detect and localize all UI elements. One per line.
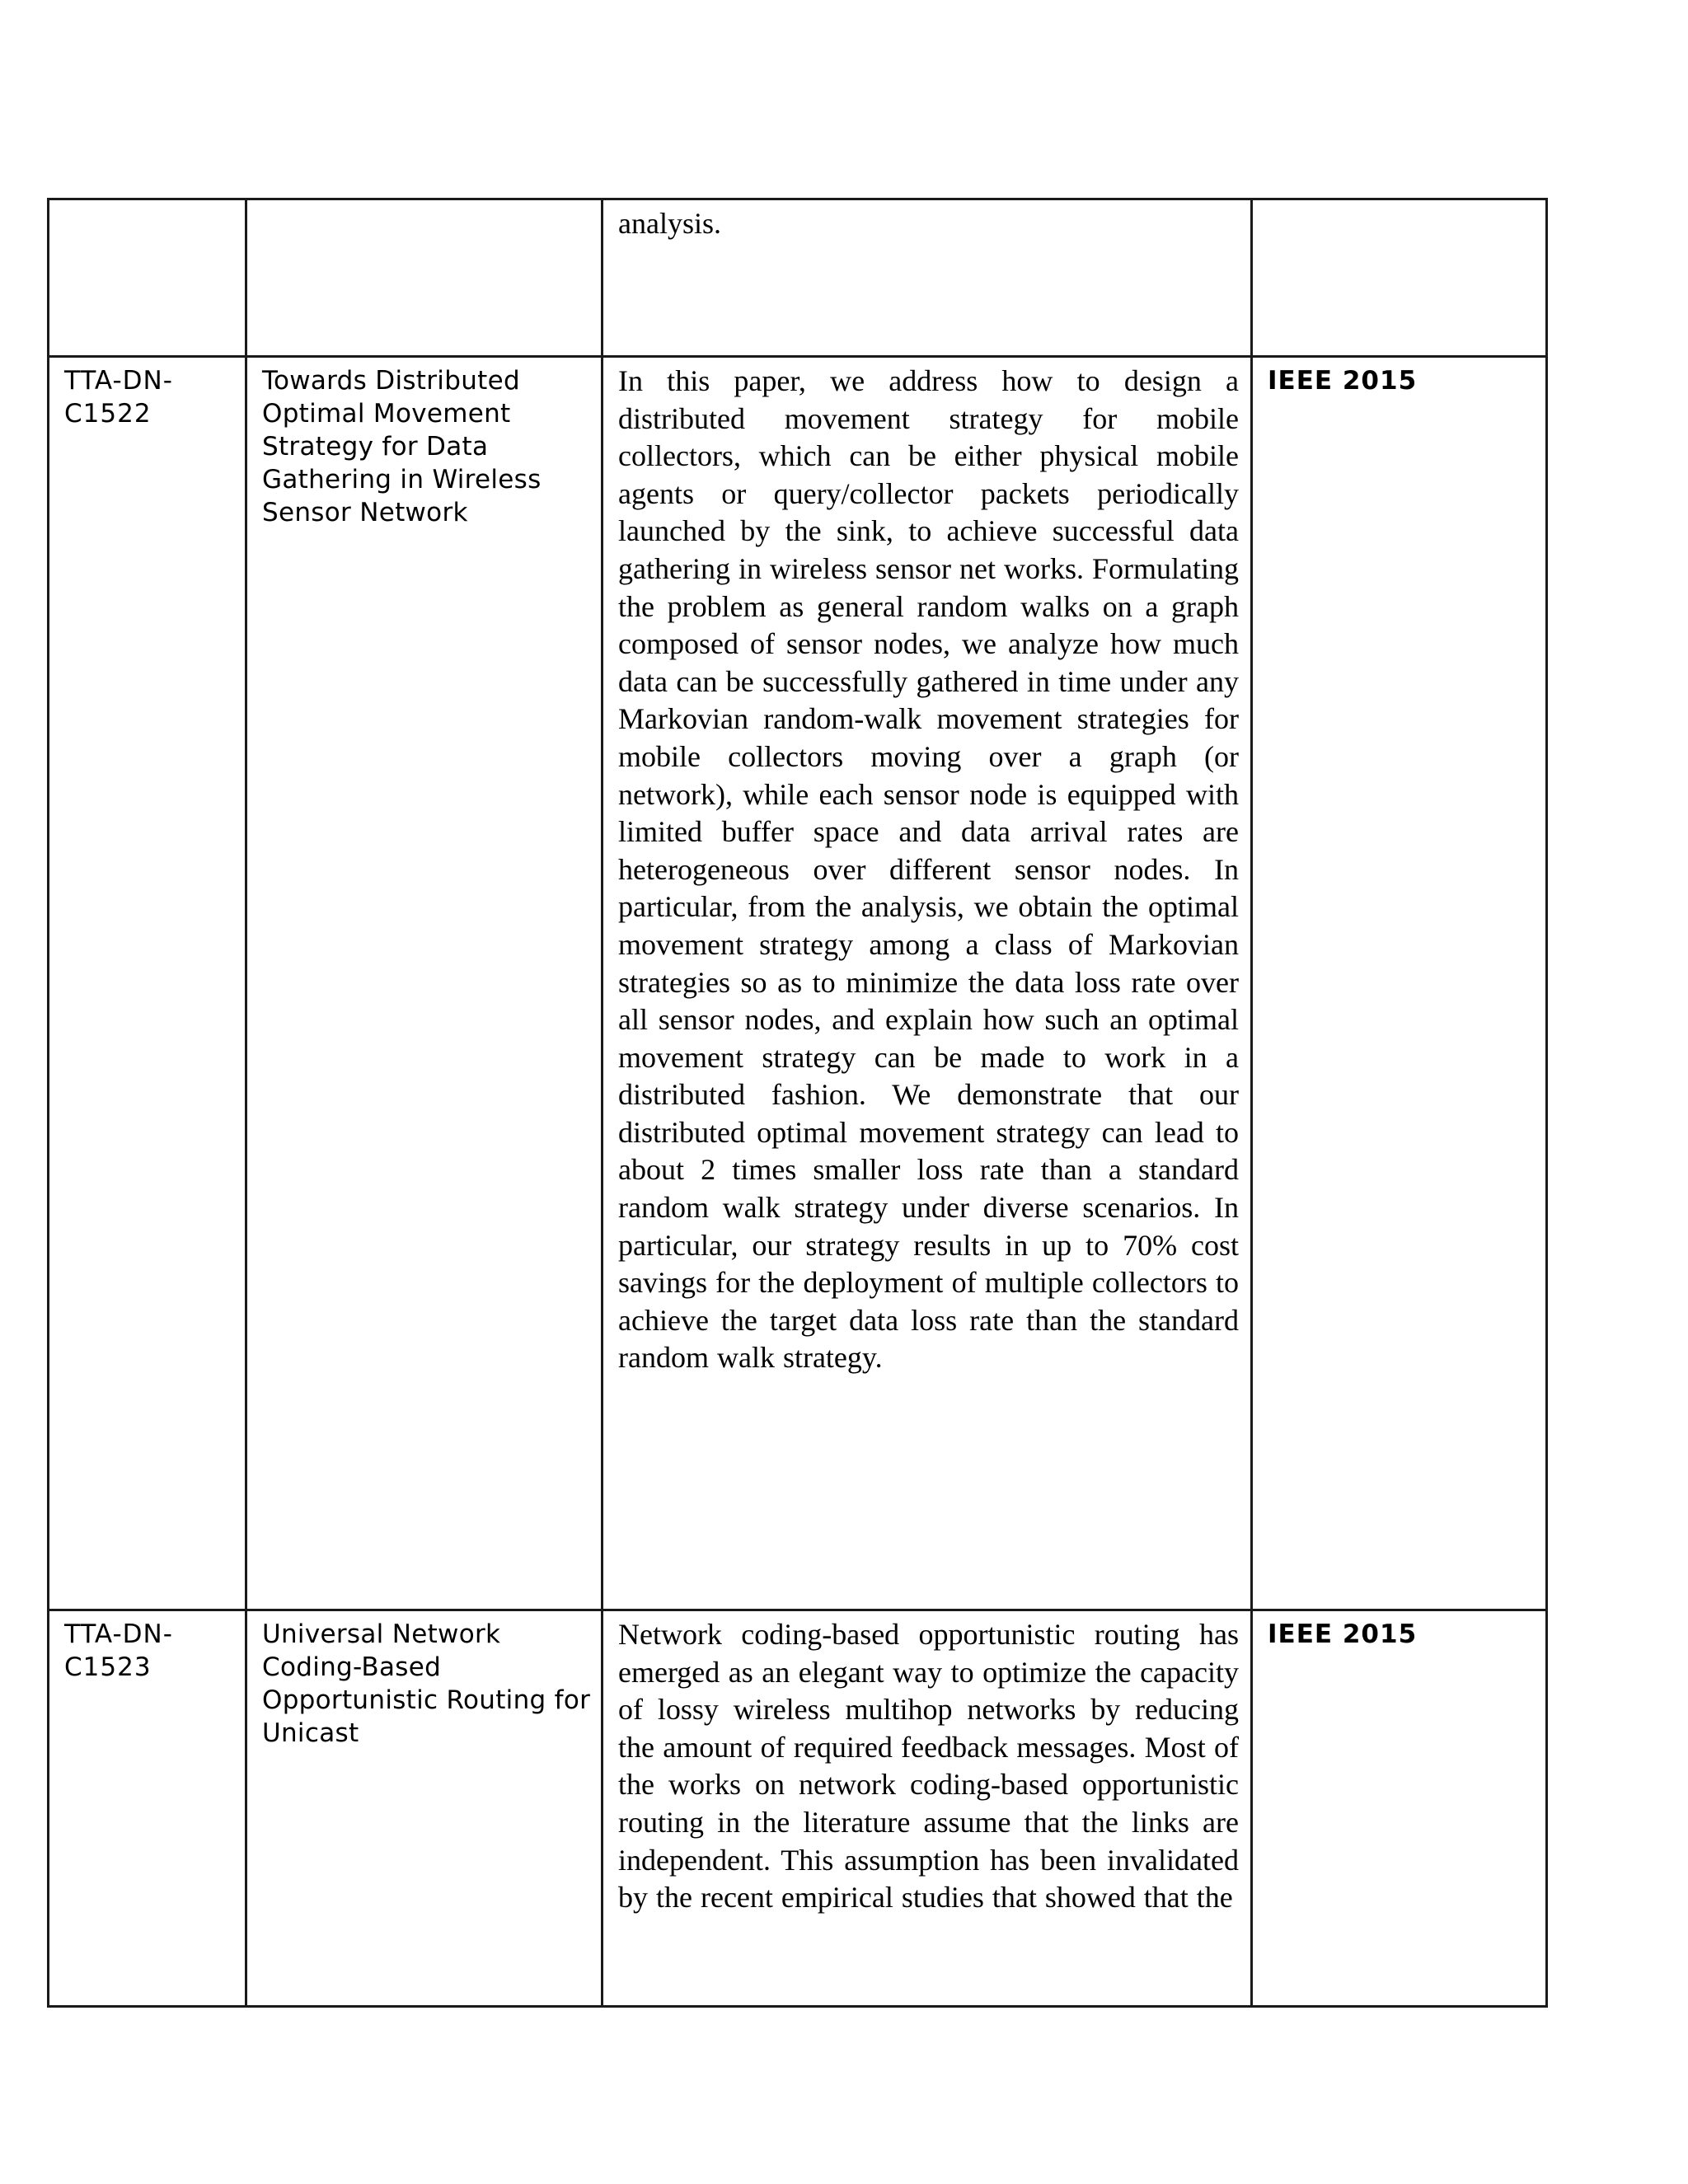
- table-row: [49, 357, 1547, 1610]
- project-title-cell: Universal Network Coding-Based Opportunistic Routing for Unicast: [246, 1610, 603, 2007]
- project-title-cell: [246, 199, 603, 357]
- conference-cell: [1252, 199, 1547, 357]
- abstract-text: In this paper, we address how to design a distributed movement strategy for mobile collectors, which can be either physical mobile agents or query/collector packets periodically launched by the sink, to achieve successful data gathering in wireless sensor net works. Formulating the problem as general random walks on a graph composed of sensor nodes, we analyze how much data can be successfully gathered in time under any Markovian random-walk movement strategies for mobile collectors moving over a graph (or network), while each sensor node is equipped with limited buffer space and data arrival rates are heterogeneous over different sensor nodes. In particular, from the analysis, we obtain the optimal movement strategy among a class of Markovian strategies so as to minimize the data loss rate over all sensor nodes, and explain how such an optimal movement strategy can be made to work in a distributed fashion. We demonstrate that our distributed optimal movement strategy can lead to about 2 times smaller loss rate than a standard random walk strategy under diverse scenarios. In particular, our strategy results in up to 70% cost savings for the deployment of multiple collectors to achieve the target data loss rate than the standard random walk strategy.: [618, 364, 1239, 1375]
- table-row: [49, 199, 1547, 357]
- abstract-text: analysis.: [618, 207, 721, 240]
- project-abstract-cell: [603, 1610, 1252, 2007]
- table-row: [49, 1610, 1547, 2007]
- project-code-cell: [49, 199, 246, 357]
- project-table: [47, 198, 1548, 2008]
- project-title-cell: Towards Distributed Optimal Movement Strategy for Data Gathering in Wireless Sensor Network: [246, 357, 603, 1610]
- project-abstract-cell: [603, 199, 1252, 357]
- project-abstract-cell: [603, 357, 1252, 1610]
- conference-cell: IEEE 2015: [1252, 1610, 1547, 2007]
- abstract-text: Network coding-based opportunistic routing has emerged as an elegant way to optimize the capacity of lossy wireless multihop networks by reducing the amount of required feedback messages. Most of the works on network coding-based opportunistic routing in the literature assume that the links are independent. This assumption has been invalidated by the recent empirical studies that showed that the: [618, 1618, 1239, 1915]
- project-code-cell: TTA-DN-C1522: [49, 357, 246, 1610]
- conference-cell: IEEE 2015: [1252, 357, 1547, 1610]
- project-code-cell: TTA-DN-C1523: [49, 1610, 246, 2007]
